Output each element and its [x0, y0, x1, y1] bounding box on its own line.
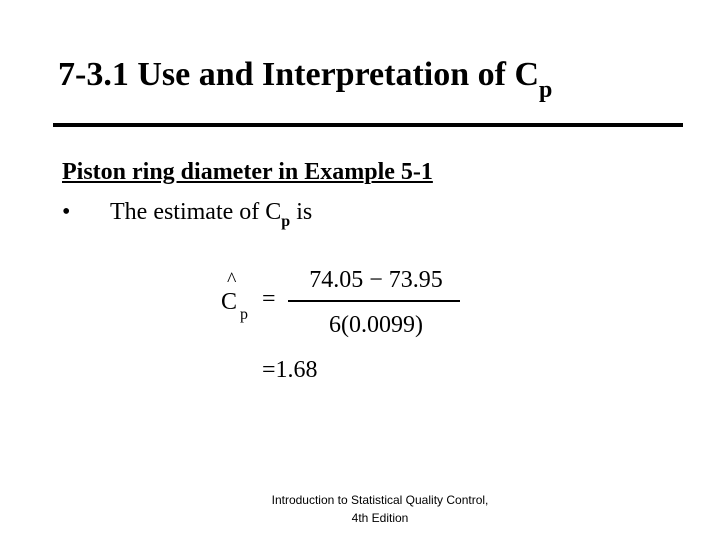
formula-hat: ^ [227, 269, 237, 291]
bullet-suffix: is [290, 199, 313, 225]
fraction-bar [288, 300, 460, 302]
footer-line-2: 4th Edition [351, 511, 409, 525]
bullet-symbol: • [62, 199, 71, 225]
bullet-subscript: p [281, 213, 291, 230]
formula-equals: = [262, 286, 276, 312]
slide-footer [230, 491, 530, 527]
formula-lhs-subscript: p [240, 306, 248, 323]
formula-numerator: 74.05 − 73.95 [309, 267, 443, 293]
section-heading: Piston ring diameter in Example 5-1 [62, 159, 433, 185]
bullet-text: The estimate of C [110, 199, 282, 225]
footer-line-1: Introduction to Statistical Quality Control, [271, 493, 489, 507]
formula-result: =1.68 [262, 357, 318, 383]
slide-title-subscript: p [539, 77, 553, 103]
formula-lhs-symbol: C [221, 289, 238, 315]
formula-denominator: 6(0.0099) [329, 312, 423, 338]
slide-title-text: 7-3.1 Use and Interpretation of C [58, 56, 540, 93]
